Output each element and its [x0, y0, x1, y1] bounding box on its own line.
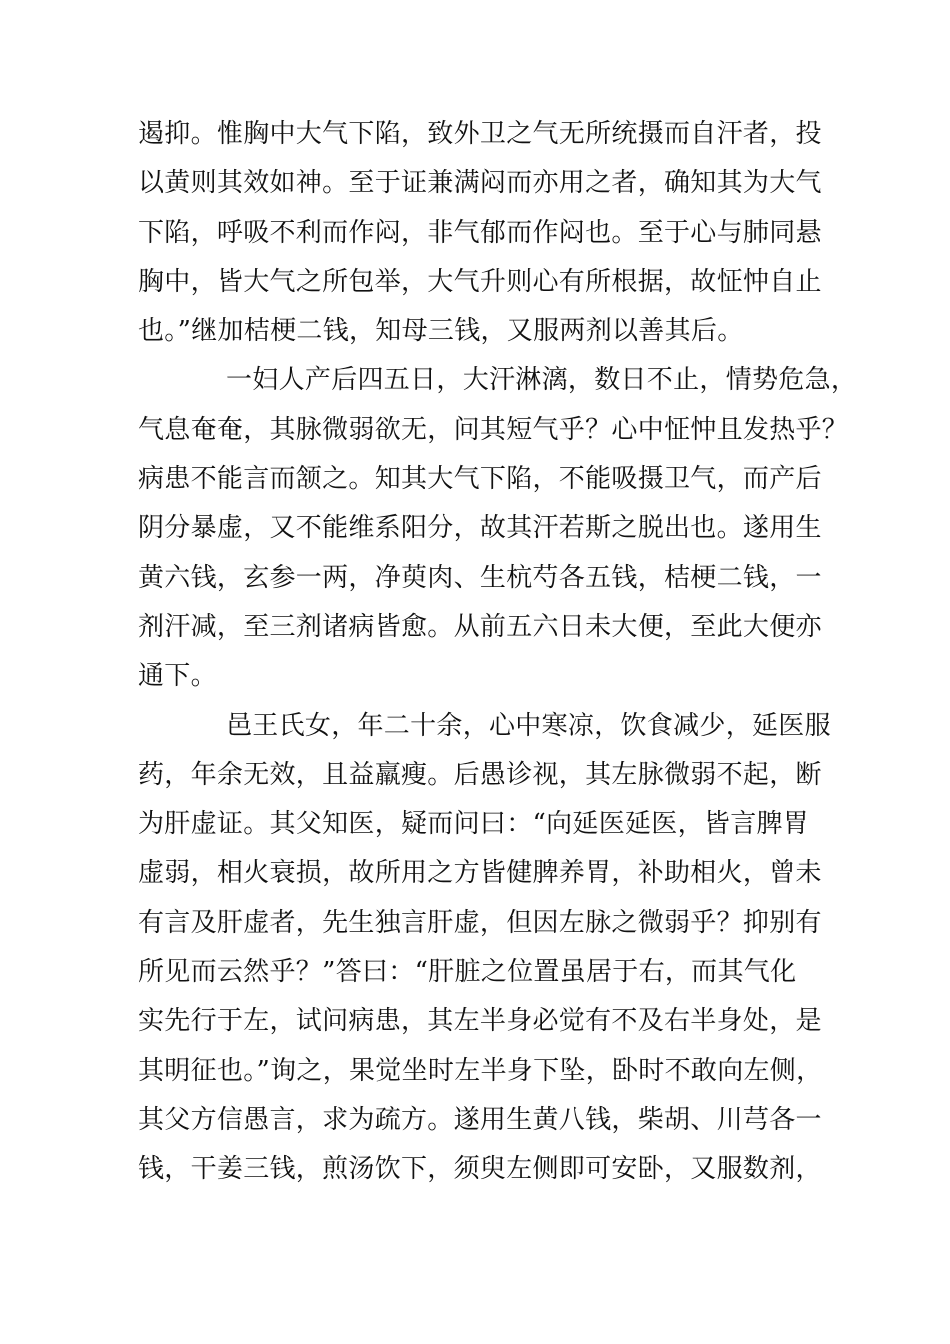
text-line: 其父方信愚言，求为疏方。遂用生黄八钱，柴胡、川芎各一 [138, 1104, 822, 1135]
text-line: 阴分暴虚，又不能维系阳分，故其汗若斯之脱出也。遂用生 [138, 513, 822, 544]
text-line: 剂汗减，至三剂诸病皆愈。从前五六日未大便，至此大便亦 [138, 611, 822, 642]
paragraph-start-line: 邑王氏女，年二十余，心中寒凉，饮食减少，延医服 [226, 710, 831, 741]
text-line: 遏抑。惟胸中大气下陷，致外卫之气无所统摄而自汗者，投 [138, 119, 822, 149]
text-line: 以黄则其效如神。至于证兼满闷而亦用之者，确知其为大气 [138, 168, 822, 199]
text-line: 下陷，呼吸不利而作闷，非气郁而作闷也。至于心与肺同悬 [138, 217, 822, 248]
paragraph-start-line: 一妇人产后四五日，大汗淋漓，数日不止，情势危急， [226, 365, 858, 396]
text-line: 所见而云然乎？”答曰：“肝脏之位置虽居于右，而其气化 [138, 957, 797, 988]
text-line: 也。”继加桔梗二钱，知母三钱，又服两剂以善其后。 [138, 316, 744, 347]
body-text [138, 110, 858, 1195]
text-line: 实先行于左，试问病患，其左半身必觉有不及右半身处，是 [138, 1006, 822, 1037]
text-line: 钱，干姜三钱，煎汤饮下，须臾左侧即可安卧，又服数剂， [138, 1154, 822, 1185]
text-line: 黄六钱，玄参一两，净萸肉、生杭芍各五钱，桔梗二钱，一 [138, 562, 822, 593]
text-line: 胸中，皆大气之所包举，大气升则心有所根据，故怔忡自止 [138, 266, 822, 297]
text-line: 有言及肝虚者，先生独言肝虚，但因左脉之微弱乎？抑别有 [138, 907, 822, 938]
text-line: 为肝虚证。其父知医，疑而问曰：“向延医延医，皆言脾胃 [138, 809, 810, 840]
text-line: 病患不能言而颔之。知其大气下陷，不能吸摄卫气，而产后 [138, 464, 822, 495]
text-line: 其明征也。”询之，果觉坐时左半身下坠，卧时不敢向左侧， [138, 1055, 823, 1086]
text-line: 药，年余无效，且益羸瘦。后愚诊视，其左脉微弱不起，断 [138, 759, 822, 790]
text-line: 虚弱，相火衰损，故所用之方皆健脾养胃，补助相火，曾未 [138, 858, 822, 889]
text-line: 气息奄奄，其脉微弱欲无，问其短气乎？心中怔忡且发热乎？ [138, 414, 849, 445]
text-line: 通下。 [138, 661, 217, 692]
